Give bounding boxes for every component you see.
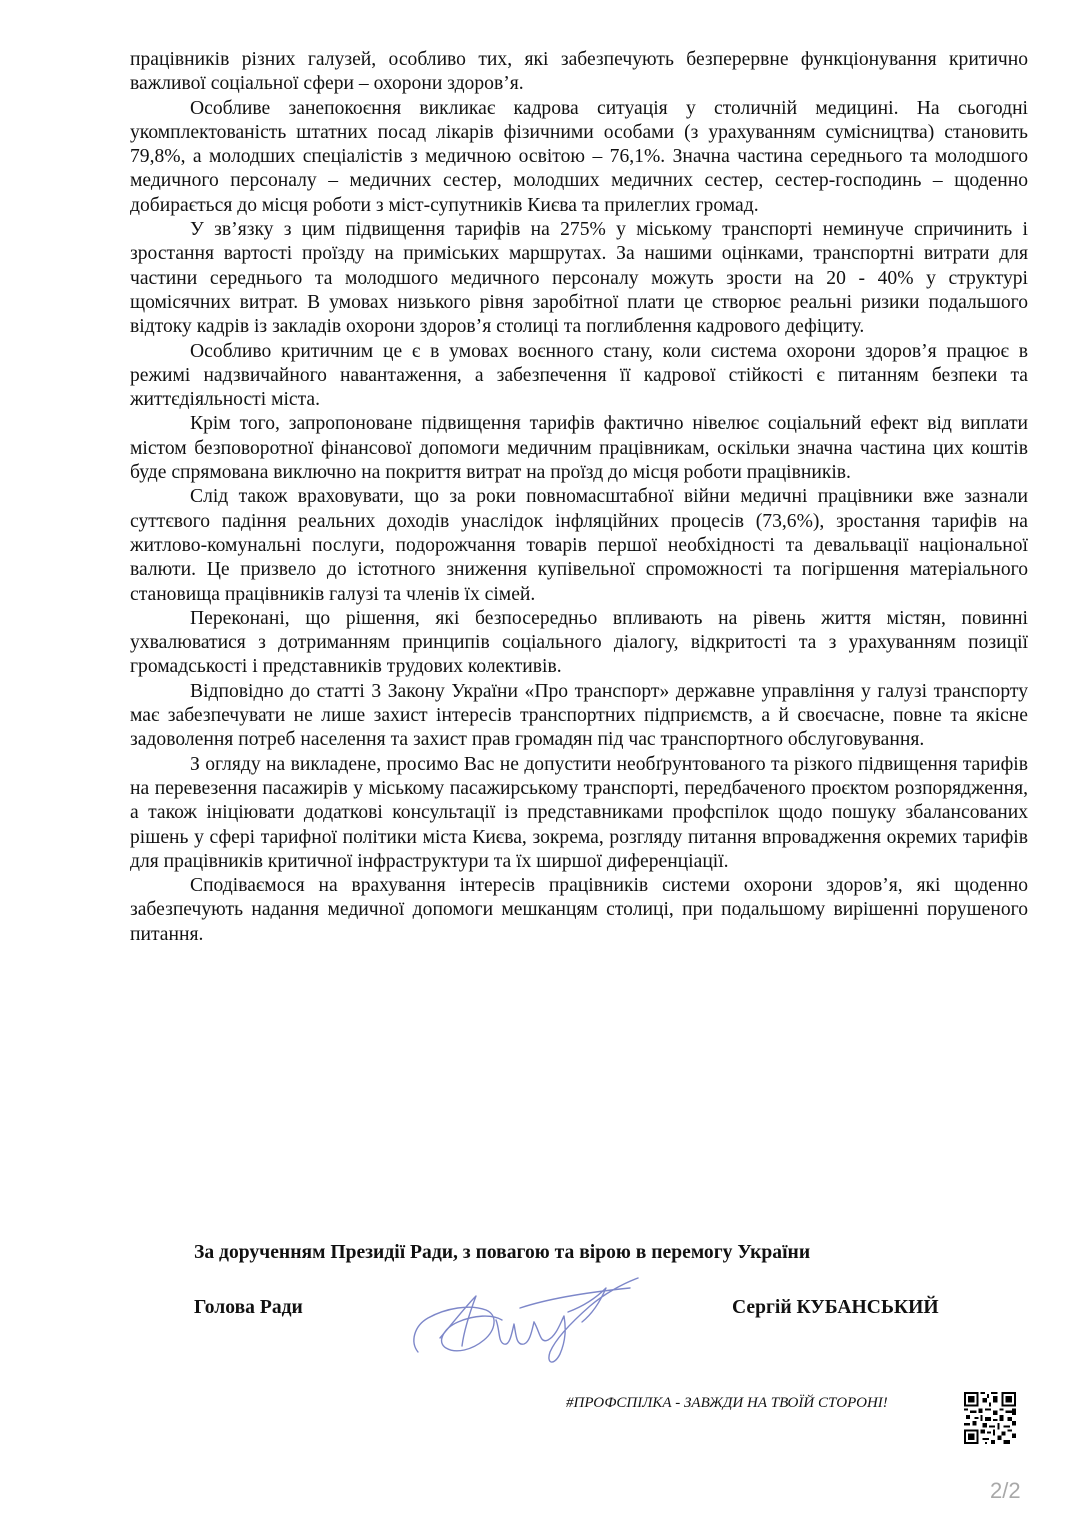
paragraph-9: З огляду на викладене, просимо Вас не допустити необґрунтованого та різкого підвищення тарифів на перевезення пасажирів у міському пасажирському транспорті, передбаченого проєктом розпорядження, а також ініціювати додаткові консультації із представниками профспілок щодо пошуку збалансованих рішень у сфері тарифної політики міста Києва, зокрема, розгляду питання впровадження окремих тарифів для працівників критичної інфраструктури та їх ширшої диференціації. bbox=[130, 753, 1028, 872]
paragraph-6: Слід також враховувати, що за роки повномасштабної війни медичні працівники вже зазнали суттєвого падіння реальних доходів унаслідок інфляційних процесів (73,6%), зростання тарифів на житлово-комунальні послуги, подорожчання товарів першої необхідності та девальвації національної валюти. Це призвело до істотного зниження купівельної спроможності та погіршення матеріального становища працівників галузі та членів їх сімей. bbox=[130, 486, 1028, 605]
paragraph-1: працівників різних галузей, особливо тих, які забезпечують безперервне функціонування критично важливої соціальної сфери – охорони здоров’я. bbox=[130, 49, 1028, 95]
paragraph-3: У зв’язку з цим підвищення тарифів на 275% у міському транспорті неминуче спричинить і зростання вартості проїзду на приміських маршрутах. За нашими оцінками, транспортні витрати для частини середнього та молодшого медичного персоналу можуть зрости на 20 - 40% у структурі щомісячних витрат. В умовах низького рівня заробітної плати це створює реальні ризики подальшого відтоку кадрів із закладів охорони здоров’я столиці та поглиблення кадрового дефіциту. bbox=[130, 219, 1028, 338]
letter-body bbox=[130, 48, 1028, 947]
paragraph-8: Відповідно до статті 3 Закону України «Про транспорт» державне управління у галузі транспорту має забезпечувати не лише захист інтересів транспортних підприємств, а й своєчасне, повне та якісне задоволення потреб населення та захист прав громадян під час транспортного обслуговування. bbox=[130, 680, 1028, 751]
qr-code-icon bbox=[964, 1392, 1016, 1444]
signatory-name: Сергій КУБАНСЬКИЙ bbox=[732, 1297, 939, 1318]
paragraph-2: Особливе занепокоєння викликає кадрова ситуація у столичній медицині. На сьогодні укомплектованість штатних посад лікарів фізичними особами (з урахуванням сумісництва) становить 79,8%, а молодших спеціалістів з медичною освітою – 76,1%. Значна частина середнього та молодшого медичного персоналу – медичних сестер, молодших медичних сестер, сестер-господинь – щоденно добирається до місця роботи з міст-супутників Києва та прилеглих громад. bbox=[130, 97, 1028, 216]
signatory-title: Голова Ради bbox=[194, 1297, 303, 1318]
closing-line: За дорученням Президії Ради, з повагою та вірою в перемогу України bbox=[194, 1242, 811, 1263]
paragraph-10: Сподіваємося на врахування інтересів працівників системи охорони здоров’я, які щоденно забезпечують надання медичної допомоги мешканцям столиці, при подальшому вирішенні порушеного питання. bbox=[130, 875, 1028, 945]
page-indicator: 2/2 bbox=[990, 1478, 1021, 1503]
handwritten-signature bbox=[400, 1268, 670, 1378]
paragraph-5: Крім того, запропоноване підвищення тарифів фактично нівелює соціальний ефект від виплати містом безповоротної фінансової допомоги медичним працівникам, оскільки значна частина цих коштів буде спрямована виключно на покриття витрат на проїзд до місця роботи працівників. bbox=[130, 413, 1028, 484]
paragraph-4: Особливо критичним це є в умовах воєнного стану, коли система охорони здоров’я працює в режимі надзвичайного навантаження, а забезпечення її кадрової стійкості є питанням безпеки та життєдіяльності міста. bbox=[130, 340, 1028, 411]
union-motto: #ПРОФСПІЛКА - ЗАВЖДИ НА ТВОЇЙ СТОРОНІ! bbox=[566, 1395, 888, 1411]
paragraph-7: Переконані, що рішення, які безпосередньо впливають на рівень життя містян, повинні ухвалюватися з дотриманням принципів соціального діалогу, відкритості та з урахуванням позиції громадськості і представників трудових колективів. bbox=[130, 607, 1028, 678]
